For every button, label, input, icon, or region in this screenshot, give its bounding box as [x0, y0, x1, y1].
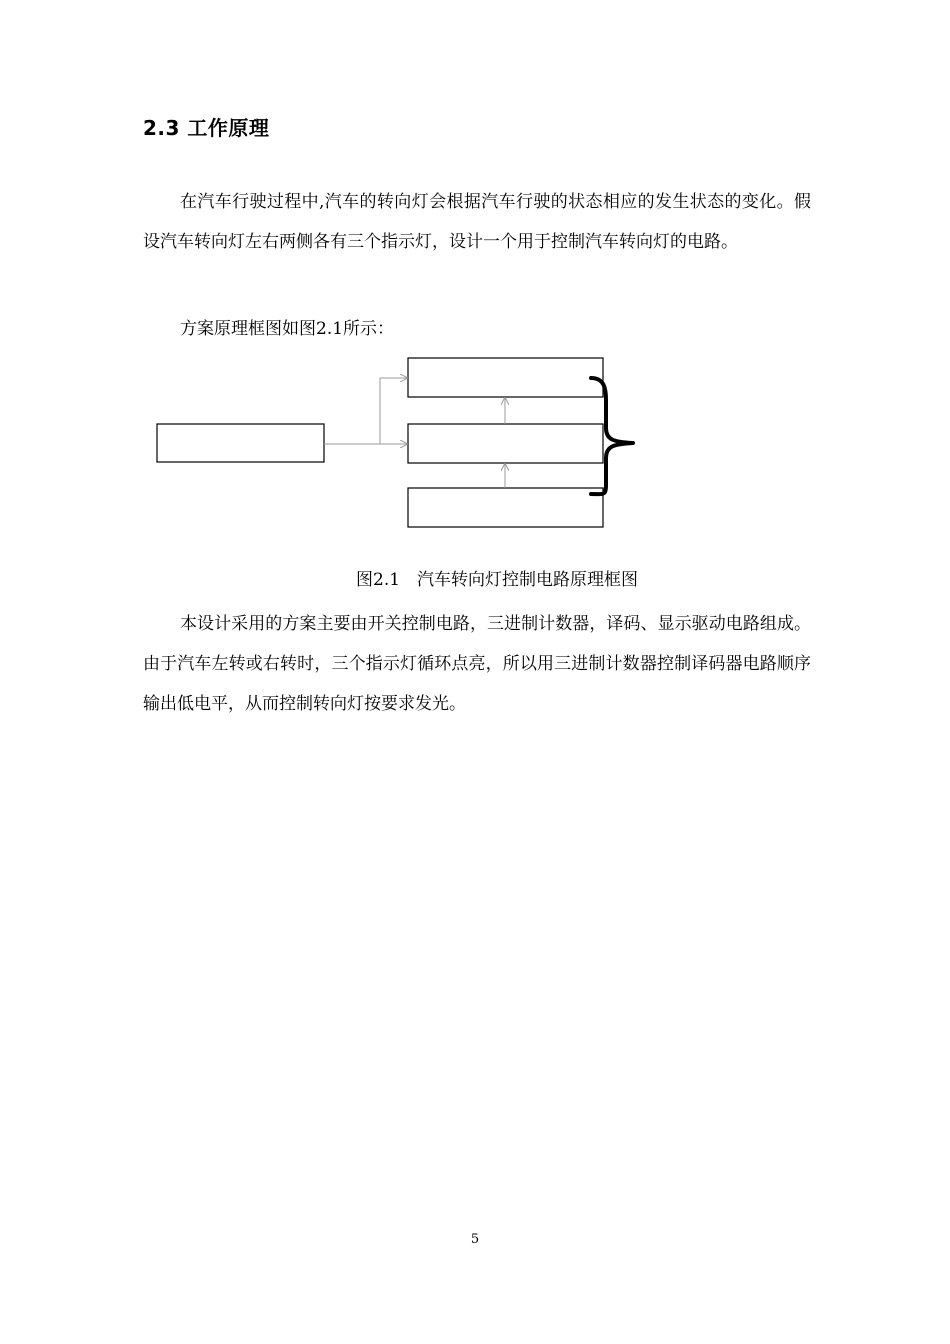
output-block-bottom [408, 488, 603, 527]
section-heading: 2.3 工作原理 [143, 116, 270, 140]
design-description-paragraph: 本设计采用的方案主要由开关控制电路，三进制计数器，译码、显示驱动电路组成。由于汽车左转或右转时，三个指示灯循环点亮，所以用三进制计数器控制译码器电路顺序输出低电平，从而控制转向灯按要求发光。 [143, 614, 811, 714]
output-block-middle [408, 424, 603, 463]
figure-caption: 图2.1 汽车转向灯控制电路原理框图 [356, 570, 639, 590]
connector-lines [324, 378, 505, 488]
output-block-top [408, 358, 603, 397]
page-number: 5 [470, 1232, 480, 1247]
right-curly-brace [591, 378, 633, 494]
diagram-intro-paragraph: 方案原理框图如图2.1所示： [180, 319, 395, 339]
intro-paragraph: 在汽车行驶过程中,汽车的转向灯会根据汽车行驶的状态相应的发生状态的变化。假设汽车转向灯左右两侧各有三个指示灯，设计一个用于控制汽车转向灯的电路。 [143, 192, 811, 252]
switch-control-block [157, 424, 324, 462]
block-diagram [0, 0, 950, 560]
